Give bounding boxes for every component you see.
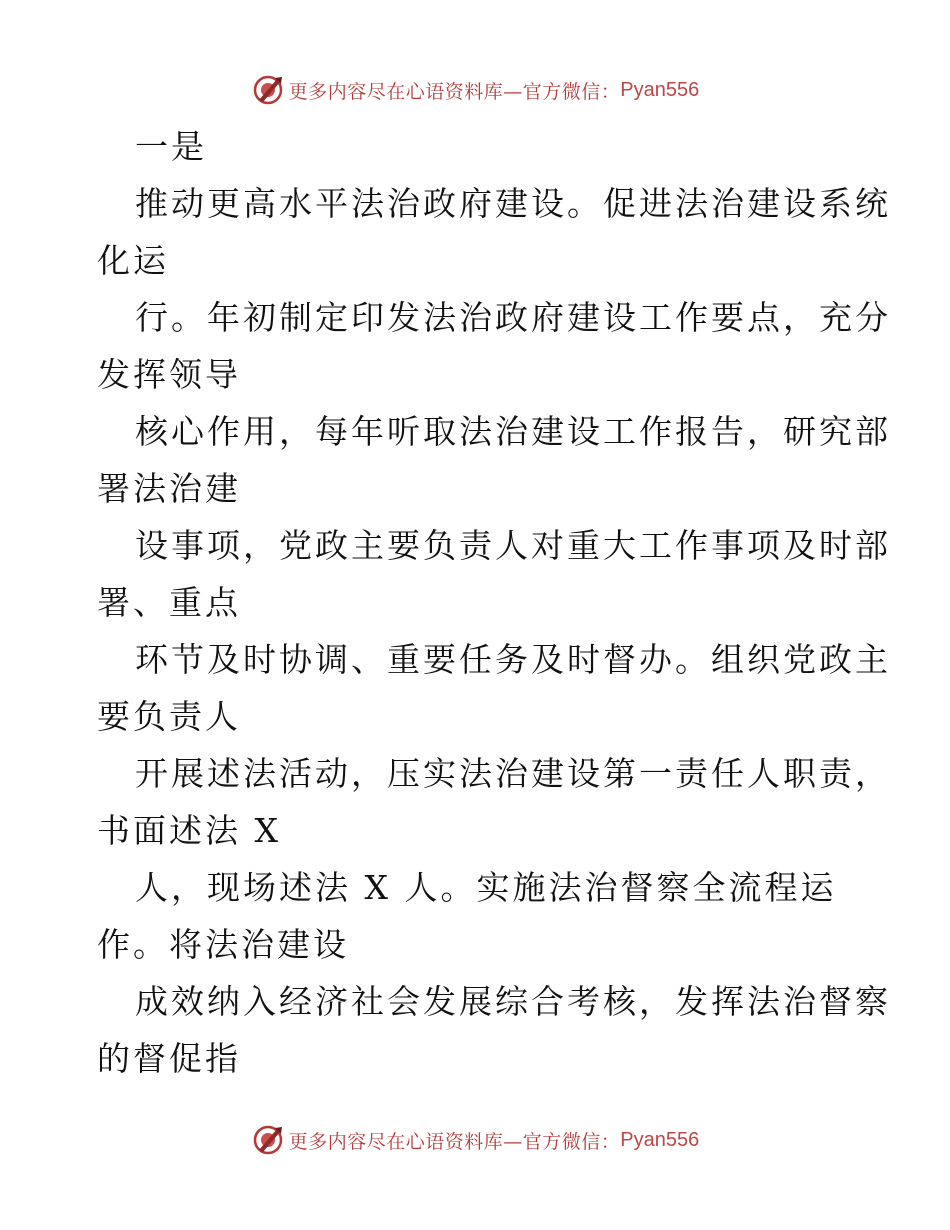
banner-account-id: Pyan556 <box>620 1128 700 1151</box>
text-line: 开展述法活动，压实法治建设第一责任人职责， <box>135 754 891 793</box>
banner-account-id: Pyan556 <box>620 78 700 101</box>
quill-pen-logo-icon <box>251 73 285 107</box>
quill-pen-logo-icon <box>251 1123 285 1157</box>
text-line: 环节及时协调、重要任务及时督办。组织党政主 <box>135 640 891 679</box>
text-line: 书面述法 X <box>97 811 281 850</box>
text-line: 署、重点 <box>97 583 241 622</box>
text-line: 一是 <box>135 127 207 166</box>
text-line: 行。年初制定印发法治政府建设工作要点，充分 <box>135 298 891 337</box>
text-line: 推动更高水平法治政府建设。促进法治建设系统 <box>135 184 891 223</box>
text-line: 设事项，党政主要负责人对重大工作事项及时部 <box>135 526 891 565</box>
footer-banner <box>0 1120 950 1160</box>
text-line: 的督促指 <box>97 1039 241 1078</box>
text-line: 成效纳入经济社会发展综合考核，发挥法治督察 <box>135 982 891 1021</box>
header-banner <box>0 70 950 110</box>
text-line: 要负责人 <box>97 697 241 736</box>
text-line: 署法治建 <box>97 469 241 508</box>
text-line: 作。将法治建设 <box>97 925 349 964</box>
text-line: 发挥领导 <box>97 355 241 394</box>
text-line: 人，现场述法 X 人。实施法治督察全流程运 <box>135 868 837 907</box>
banner-text: 更多内容尽在心语资料库—官方微信： <box>288 1130 621 1153</box>
document-body <box>97 118 891 1087</box>
text-line: 化运 <box>97 241 169 280</box>
text-line: 核心作用，每年听取法治建设工作报告，研究部 <box>135 412 891 451</box>
banner-text: 更多内容尽在心语资料库—官方微信： <box>288 80 621 103</box>
